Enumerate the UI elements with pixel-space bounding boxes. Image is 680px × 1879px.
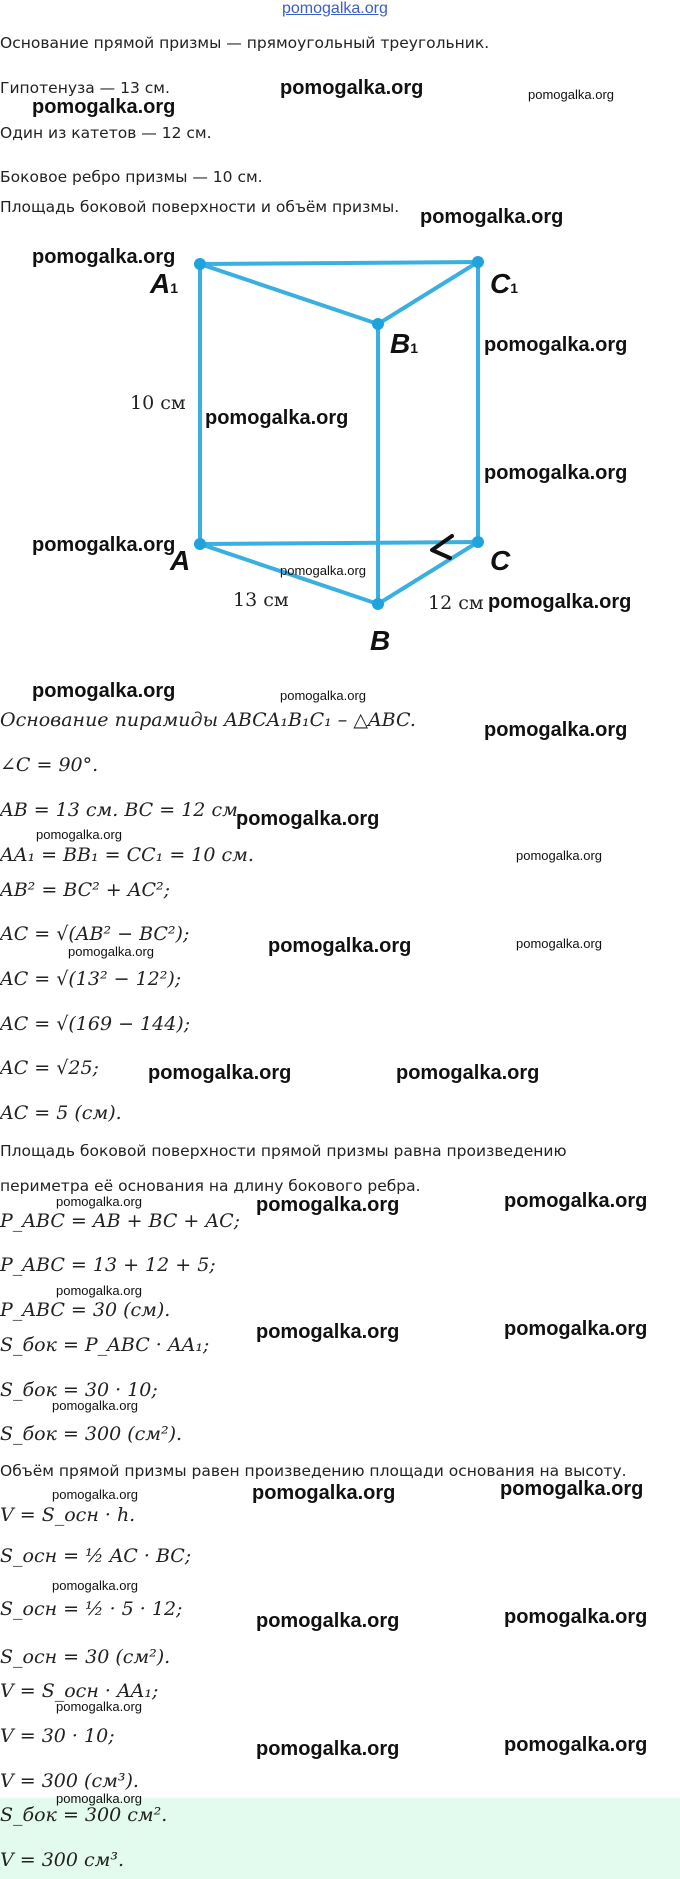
solution-line: ∠C = 90°. <box>0 754 99 776</box>
watermark: pomogalka.org <box>504 1734 648 1756</box>
watermark: pomogalka.org <box>504 1318 648 1340</box>
problem-line-hypotenuse: Гипотенуза — 13 см. <box>0 79 170 97</box>
solution-line: P_ABC = 30 (см). <box>0 1299 171 1321</box>
watermark: pomogalka.org <box>484 719 628 741</box>
watermark: pomogalka.org <box>236 808 380 830</box>
solution-rule-line: периметра её основания на длину бокового ребра. <box>0 1177 421 1195</box>
watermark: pomogalka.org <box>148 1062 292 1084</box>
watermark: pomogalka.org <box>280 77 424 99</box>
watermark: pomogalka.org <box>504 1606 648 1628</box>
edge-a-c <box>200 542 478 544</box>
watermark: pomogalka.org <box>36 827 122 842</box>
solution-line: P_ABC = 13 + 12 + 5; <box>0 1254 216 1276</box>
vertex-point-b1 <box>372 318 384 330</box>
answer-volume: V = 300 см³. <box>0 1849 125 1871</box>
watermark: pomogalka.org <box>504 1190 648 1212</box>
watermark: pomogalka.org <box>420 206 564 228</box>
problem-line-edge: Боковое ребро призмы — 10 см. <box>0 168 263 186</box>
solution-line: S_бок = P_ABC · AA₁; <box>0 1334 210 1356</box>
watermark: pomogalka.org <box>268 935 412 957</box>
vertex-label-a1: A1 <box>150 268 179 299</box>
solution-line: AB = 13 см. BC = 12 см. <box>0 799 244 821</box>
vertex-label-b1: B1 <box>390 328 419 359</box>
watermark: pomogalka.org <box>484 334 628 356</box>
solution-line: V = 30 · 10; <box>0 1725 115 1747</box>
solution-line: AB² = BC² + AC²; <box>0 879 171 901</box>
watermark: pomogalka.org <box>205 407 349 429</box>
vertex-label-b: B <box>370 625 391 656</box>
solution-line: AC = 5 (см). <box>0 1102 122 1124</box>
vertex-label-c1: C1 <box>490 268 519 299</box>
solution-line: S_осн = ½ AC · BC; <box>0 1545 192 1567</box>
watermark: pomogalka.org <box>396 1062 540 1084</box>
edge-label-leg: 12 см <box>428 592 484 614</box>
watermark: pomogalka.org <box>256 1738 400 1760</box>
watermark: pomogalka.org <box>56 1791 142 1806</box>
edge-b1-c1 <box>378 262 478 324</box>
solution-line: Основание пирамиды ABCA₁B₁C₁ – △ABC. <box>0 709 416 731</box>
vertex-point-c1 <box>472 256 484 268</box>
watermark: pomogalka.org <box>56 1699 142 1714</box>
watermark: pomogalka.org <box>56 1194 142 1209</box>
problem-line-question: Площадь боковой поверхности и объём призмы. <box>0 198 400 216</box>
edge-label-height: 10 см <box>130 392 186 414</box>
solution-line: S_осн = ½ · 5 · 12; <box>0 1598 183 1620</box>
watermark: pomogalka.org <box>32 246 176 268</box>
watermark: pomogalka.org <box>484 462 628 484</box>
right-angle-mark <box>432 536 452 558</box>
solution-line: AC = √(13² − 12²); <box>0 968 182 990</box>
edge-label-hypotenuse: 13 см <box>233 589 289 611</box>
solution-line: P_ABC = AB + BC + AC; <box>0 1210 241 1232</box>
vertex-label-c: C <box>490 545 511 576</box>
watermark: pomogalka.org <box>500 1478 644 1500</box>
watermark: pomogalka.org <box>68 944 154 959</box>
solution-line: V = S_осн · AA₁; <box>0 1680 159 1702</box>
solution-line: S_бок = 30 · 10; <box>0 1379 158 1401</box>
watermark: pomogalka.org <box>32 96 176 118</box>
solution-line: V = 300 (см³). <box>0 1770 139 1792</box>
watermark: pomogalka.org <box>52 1578 138 1593</box>
watermark: pomogalka.org <box>516 848 602 863</box>
watermark: pomogalka.org <box>52 1398 138 1413</box>
watermark: pomogalka.org <box>516 936 602 951</box>
solution-line: AC = √(AB² − BC²); <box>0 923 190 945</box>
watermark: pomogalka.org <box>488 591 632 613</box>
solution-rule-line: Площадь боковой поверхности прямой призмы равна произведению <box>0 1142 567 1160</box>
solution-line: S_осн = 30 (см²). <box>0 1646 171 1668</box>
watermark: pomogalka.org <box>256 1194 400 1216</box>
watermark: pomogalka.org <box>252 1482 396 1504</box>
edge-a1-b1 <box>200 264 378 324</box>
vertex-label-a: A <box>170 545 191 576</box>
vertex-point-a1 <box>194 258 206 270</box>
answer-lateral-area: S_бок = 300 см². <box>0 1804 168 1826</box>
watermark: pomogalka.org <box>280 563 366 578</box>
problem-line-base: Основание прямой призмы — прямоугольный треугольник. <box>0 34 490 52</box>
solution-rule-line: Объём прямой призмы равен произведению площади основания на высоту. <box>0 1462 627 1480</box>
watermark: pomogalka.org <box>56 1283 142 1298</box>
watermark: pomogalka.org <box>32 680 176 702</box>
watermark: pomogalka.org <box>256 1321 400 1343</box>
watermark: pomogalka.org <box>32 534 176 556</box>
solution-line: AC = √(169 − 144); <box>0 1013 191 1035</box>
site-link[interactable]: pomogalka.org <box>282 0 388 17</box>
problem-line-leg: Один из катетов — 12 см. <box>0 124 212 142</box>
solution-line: AA₁ = BB₁ = CC₁ = 10 см. <box>0 844 254 866</box>
watermark: pomogalka.org <box>256 1610 400 1632</box>
solution-line: V = S_осн · h. <box>0 1504 136 1526</box>
watermark: pomogalka.org <box>52 1487 138 1502</box>
watermark: pomogalka.org <box>528 87 614 102</box>
edge-a1-c1 <box>200 262 478 264</box>
answer-box <box>0 1798 680 1879</box>
vertex-point-c <box>472 536 484 548</box>
vertex-point-a <box>194 538 206 550</box>
solution-line: S_бок = 300 (см²). <box>0 1423 183 1445</box>
vertex-point-b <box>372 598 384 610</box>
solution-line: AC = √25; <box>0 1057 99 1079</box>
watermark: pomogalka.org <box>280 688 366 703</box>
